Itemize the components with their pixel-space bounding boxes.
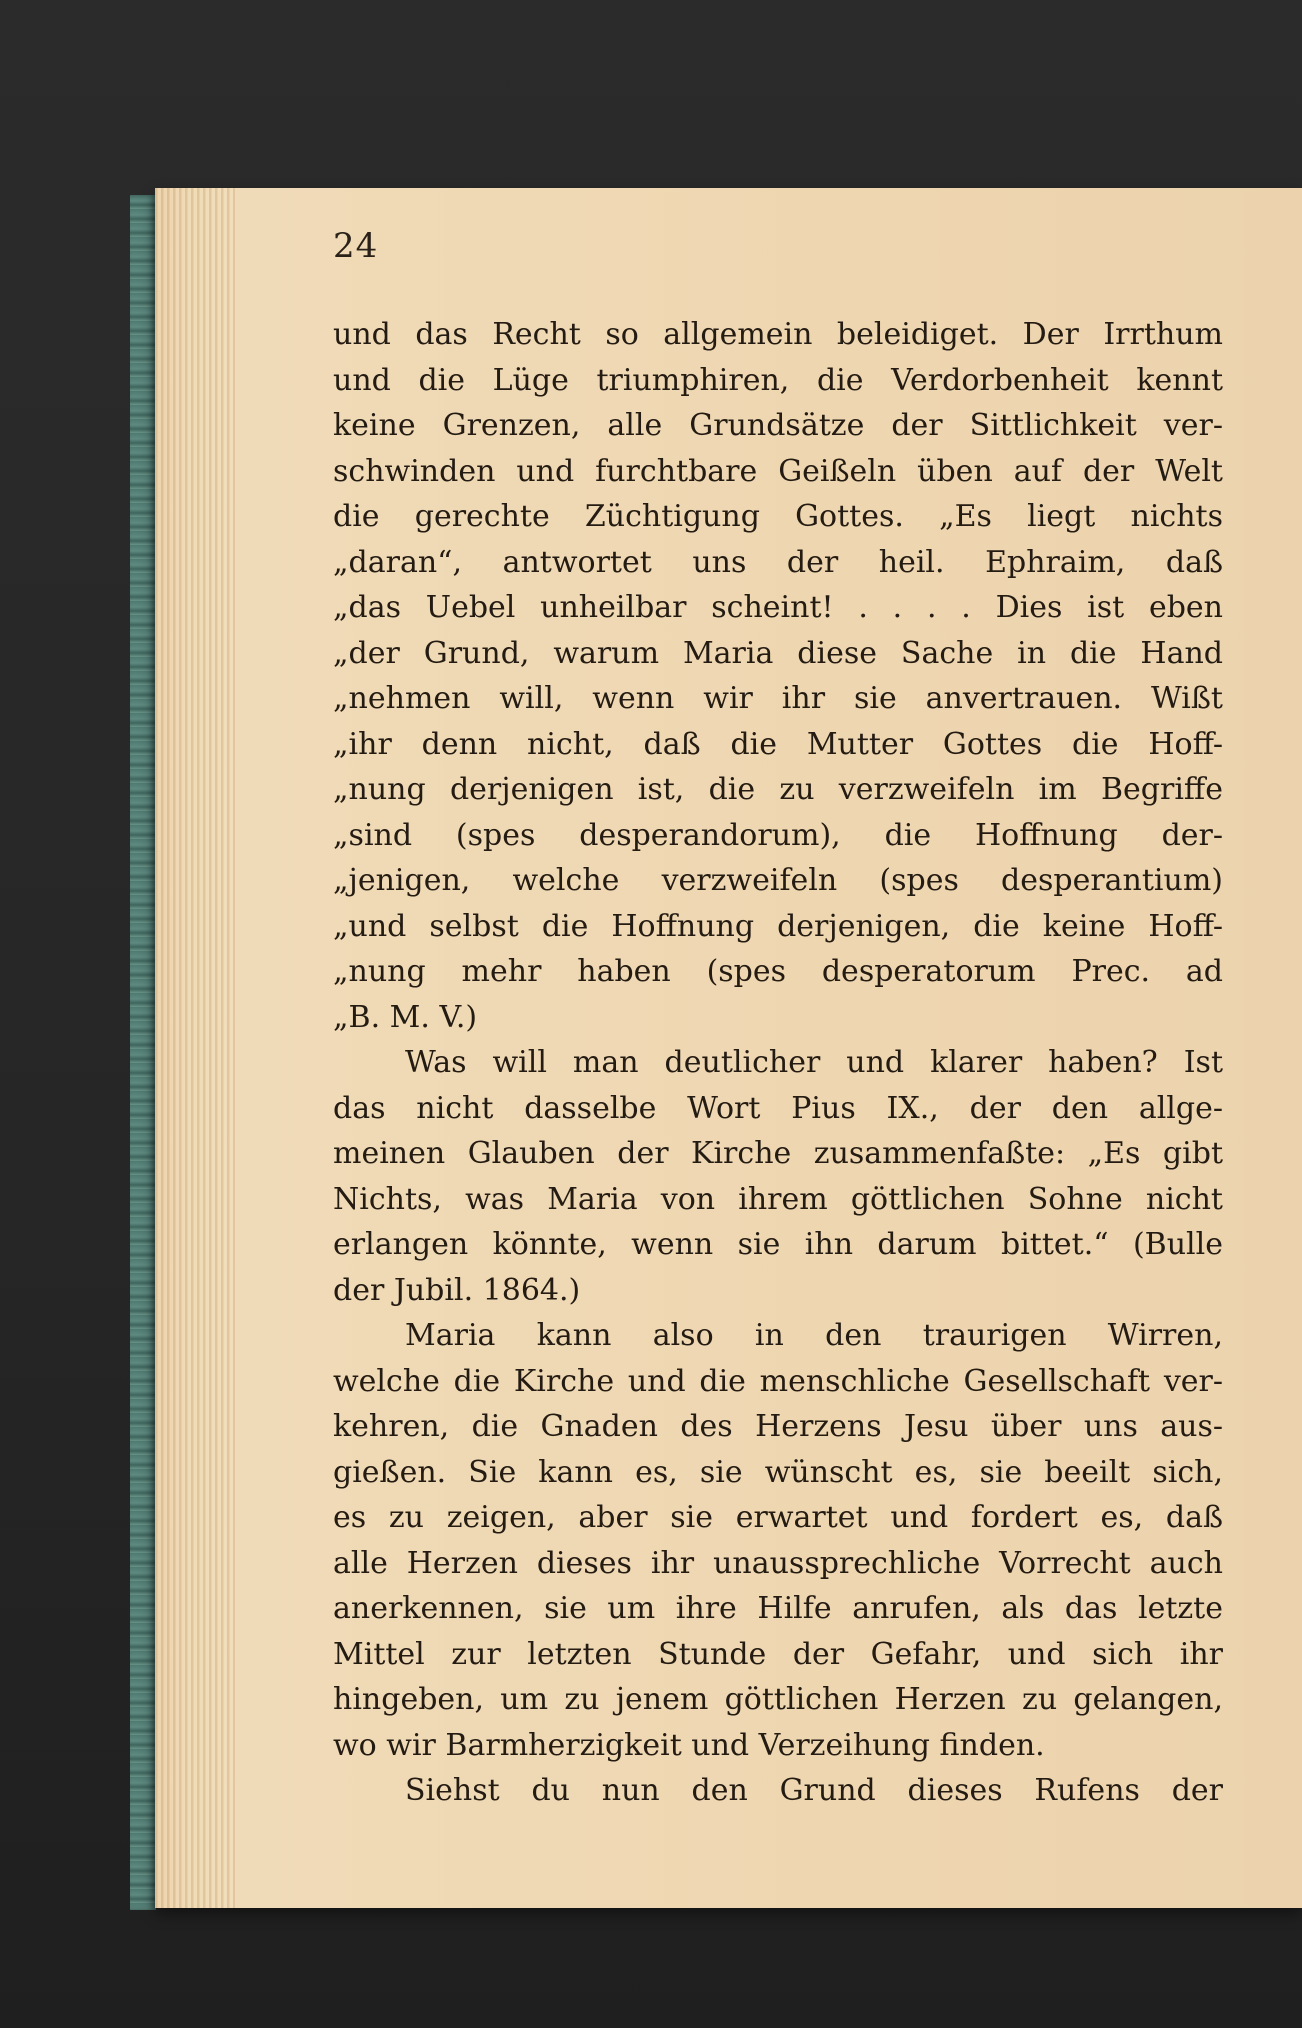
- text-line: „nung mehr haben (spes desperatorum Prec. ad: [333, 954, 1223, 989]
- text-line: erlangen könnte, wenn sie ihn darum bittet.“ (Bulle: [333, 1227, 1223, 1262]
- text-line: Mittel zur letzten Stunde der Gefahr, und sich ihr: [333, 1636, 1223, 1672]
- text-line: hingeben, um zu jenem göttlichen Herzen zu gelangen,: [333, 1682, 1223, 1717]
- text-line: meinen Glauben der Kirche zusammenfaßte: „Es gibt: [333, 1136, 1223, 1171]
- text-line: Maria kann also in den traurigen Wirren,: [405, 1318, 1223, 1353]
- text-line: „das Uebel unheilbar scheint! . . . . Dies ist eben: [333, 590, 1223, 625]
- text-line: welche die Kirche und die menschliche Gesellschaft ver-: [333, 1363, 1223, 1399]
- text-line: Was will man deutlicher und klarer haben? Ist: [405, 1045, 1223, 1080]
- text-line: schwinden und furchtbare Geißeln üben auf der Welt: [333, 453, 1223, 489]
- text-line: Nichts, was Maria von ihrem göttlichen Sohne nicht: [333, 1181, 1223, 1217]
- text-line: „sind (spes desperandorum), die Hoffnung der-: [333, 817, 1223, 853]
- text-line: „nehmen will, wenn wir ihr sie anvertrauen. Wißt: [333, 681, 1223, 716]
- text-line: anerkennen, sie um ihre Hilfe anrufen, als das letzte: [333, 1591, 1223, 1626]
- text-line: es zu zeigen, aber sie erwartet und fordert es, daß: [333, 1500, 1223, 1535]
- text-line: „B. M. V.): [333, 999, 478, 1035]
- text-line: das nicht dasselbe Wort Pius IX., der den allge-: [333, 1090, 1223, 1126]
- text-line: „ihr denn nicht, daß die Mutter Gottes die Hoff-: [333, 726, 1223, 762]
- text-line: „nung derjenigen ist, die zu verzweifeln im Begriffe: [333, 772, 1223, 807]
- text-line: „der Grund, warum Maria diese Sache in die Hand: [333, 635, 1223, 671]
- text-line: Siehst du nun den Grund dieses Rufens der: [405, 1773, 1223, 1808]
- text-line: der Jubil. 1864.): [333, 1272, 581, 1308]
- text-line: „jenigen, welche verzweifeln (spes desperantium): [333, 863, 1223, 898]
- page-number: 24: [333, 226, 379, 266]
- page-edges: [155, 188, 235, 1908]
- text-line: „daran“, antwortet uns der heil. Ephraim, daß: [333, 544, 1223, 580]
- body-text: [333, 312, 1223, 1814]
- text-line: die gerechte Züchtigung Gottes. „Es liegt nichts: [333, 499, 1223, 534]
- text-line: kehren, die Gnaden des Herzens Jesu über uns aus-: [333, 1409, 1223, 1444]
- text-line: wo wir Barmherzigkeit und Verzeihung finden.: [333, 1727, 1045, 1763]
- text-line: keine Grenzen, alle Grundsätze der Sittlichkeit ver-: [333, 408, 1223, 443]
- book-spine: [130, 195, 156, 1910]
- text-line: und das Recht so allgemein beleidiget. Der Irrthum: [333, 317, 1223, 352]
- text-line: und die Lüge triumphiren, die Verdorbenheit kennt: [333, 362, 1223, 398]
- text-line: „und selbst die Hoffnung derjenigen, die keine Hoff-: [333, 908, 1223, 944]
- text-line: gießen. Sie kann es, sie wünscht es, sie beeilt sich,: [333, 1454, 1223, 1490]
- text-line: alle Herzen dieses ihr unaussprechliche Vorrecht auch: [333, 1545, 1223, 1581]
